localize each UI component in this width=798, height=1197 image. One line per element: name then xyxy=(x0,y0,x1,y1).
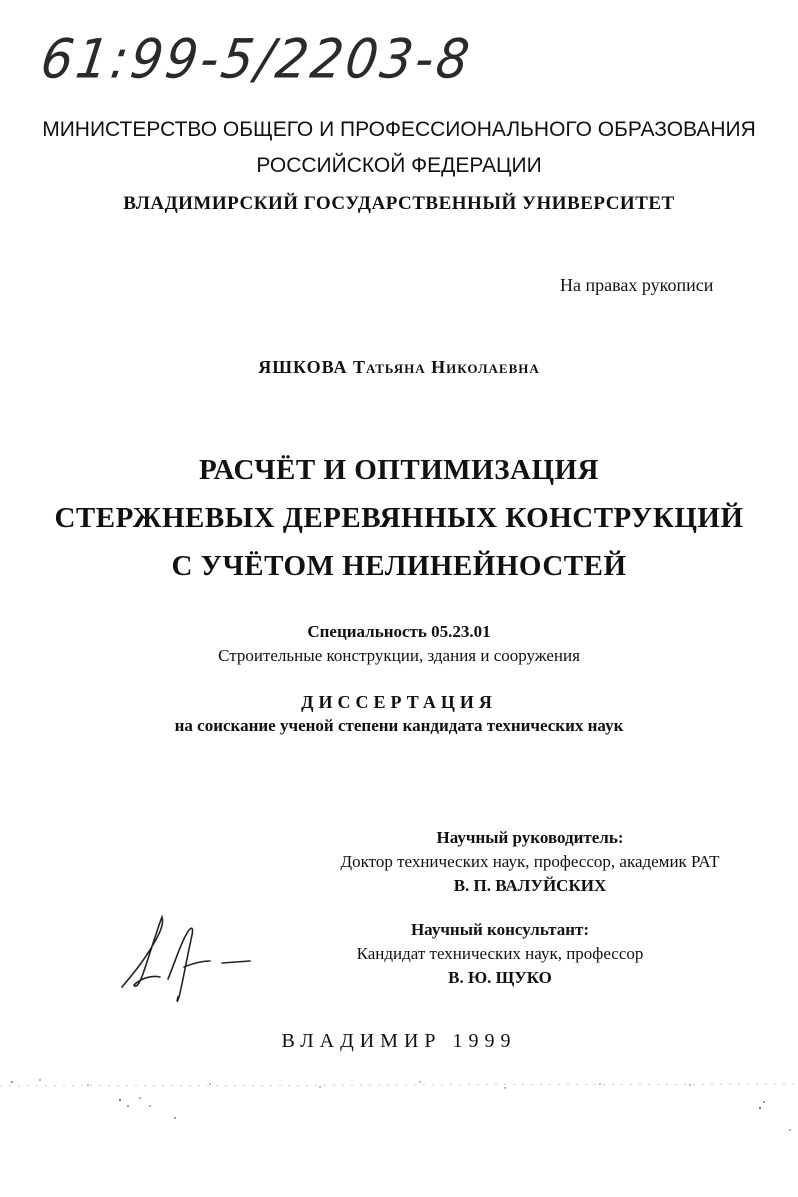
specialty-block xyxy=(0,620,798,668)
dissertation-block xyxy=(0,690,798,738)
author-name: ЯШКОВА Татьяна Николаевна xyxy=(258,357,540,377)
handwritten-call-number xyxy=(37,20,504,100)
title-line-3: С УЧЁТОМ НЕЛИНЕЙНОСТЕЙ xyxy=(171,550,627,582)
dissertation-title xyxy=(0,446,798,590)
manuscript-rights: На правах рукописи xyxy=(560,275,714,295)
supervisor-name: В. П. ВАЛУЙСКИХ xyxy=(453,876,607,895)
dissertation-label: ДИССЕРТАЦИЯ xyxy=(301,692,497,712)
consultant-block xyxy=(300,918,700,990)
title-line-1: РАСЧЁТ И ОПТИМИЗАЦИЯ xyxy=(199,454,599,486)
dissertation-purpose: на соискание ученой степени кандидата технических наук xyxy=(174,716,624,735)
specialty-description: Строительные конструкции, здания и сооружения xyxy=(218,646,580,665)
specialty-code: Специальность 05.23.01 xyxy=(307,622,491,641)
supervisor-block xyxy=(290,826,770,898)
ministry-line-2: РОССИЙСКОЙ ФЕДЕРАЦИИ xyxy=(256,154,542,177)
ministry-line-1: МИНИСТЕРСТВО ОБЩЕГО И ПРОФЕССИОНАЛЬНОГО ОБРАЗОВАНИЯ xyxy=(42,118,756,141)
call-number-text: 61:99-5/2203-8 xyxy=(37,28,476,91)
supervisor-role: Научный руководитель: xyxy=(436,828,624,847)
university-name: ВЛАДИМИРСКИЙ ГОСУДАРСТВЕННЫЙ УНИВЕРСИТЕТ xyxy=(123,193,675,214)
scan-noise xyxy=(0,1060,798,1140)
consultant-credentials: Кандидат технических наук, профессор xyxy=(356,944,644,963)
handwritten-signature xyxy=(110,905,270,1015)
title-line-2: СТЕРЖНЕВЫХ ДЕРЕВЯННЫХ КОНСТРУКЦИЙ xyxy=(54,502,744,534)
consultant-role: Научный консультант: xyxy=(410,920,590,939)
ministry-header xyxy=(0,112,798,184)
supervisor-credentials: Доктор технических наук, профессор, академик РАТ xyxy=(340,852,720,871)
city-year: ВЛАДИМИР 1999 xyxy=(281,1030,517,1052)
consultant-name: В. Ю. ЩУКО xyxy=(448,968,552,987)
